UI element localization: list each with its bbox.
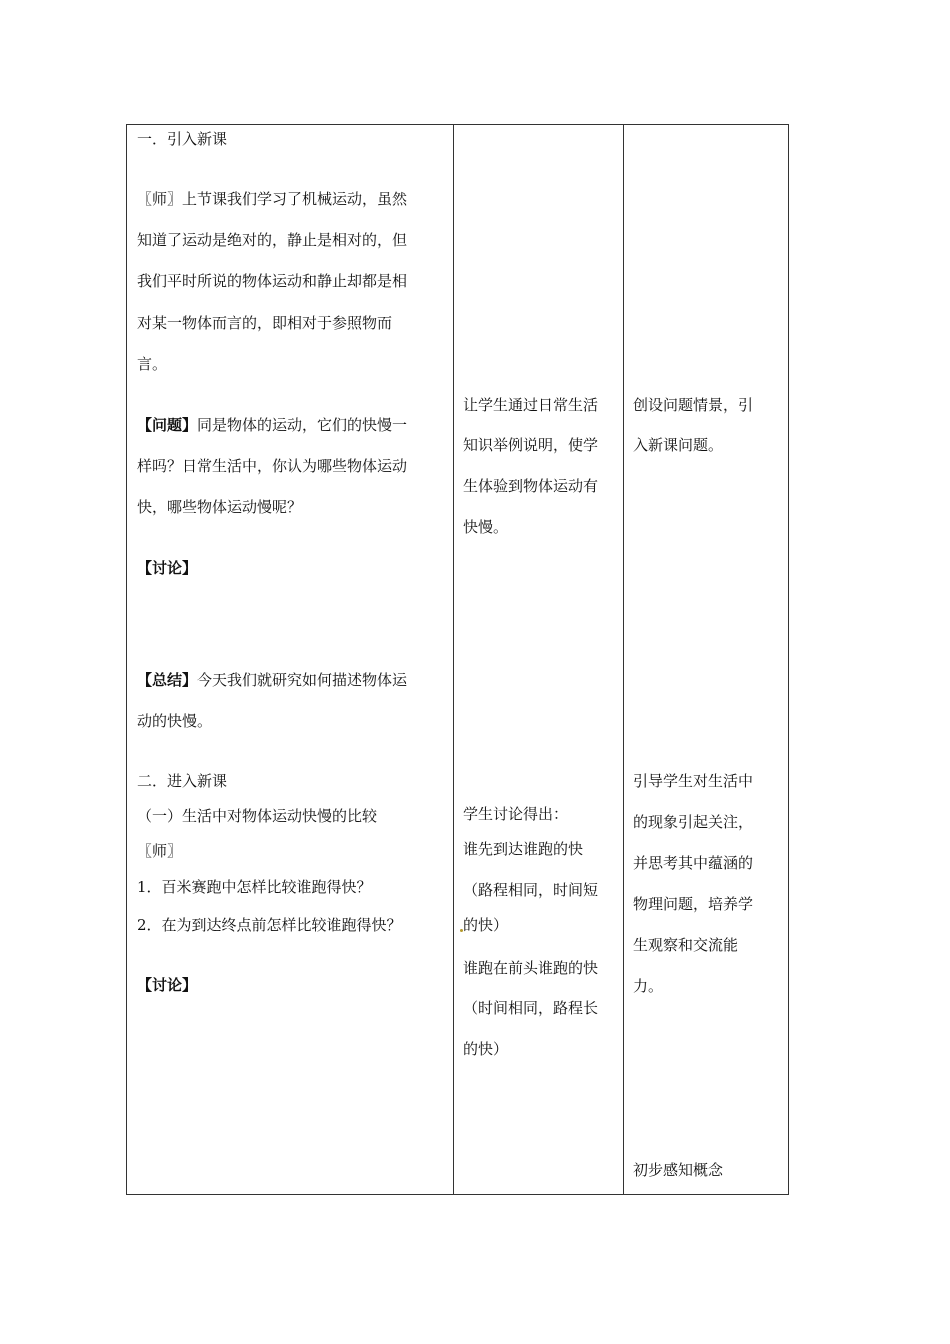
text-line: 学生讨论得出： <box>463 805 569 823</box>
section-heading-1: 一．引入新课 <box>137 130 228 148</box>
text-line: 样吗？日常生活中，你认为哪些物体运动 <box>137 457 408 475</box>
text-line: 知道了运动是绝对的，静止是相对的，但 <box>137 231 408 249</box>
text-line: 动的快慢。 <box>137 712 213 730</box>
text-line: 快慢。 <box>463 518 509 536</box>
question-1: 1．百米赛跑中怎样比较谁跑得快？ <box>137 878 372 896</box>
summary-line: 【总结】今天我们就研究如何描述物体运 <box>137 671 408 689</box>
text-line: 的快） <box>463 916 509 934</box>
text-line: 引导学生对生活中 <box>633 772 754 790</box>
text-line: 初步感知概念 <box>633 1161 724 1179</box>
text-line: 谁跑在前头谁跑的快 <box>463 959 599 977</box>
text-line: 生体验到物体运动有 <box>463 477 599 495</box>
text-line: 言。 <box>137 355 168 373</box>
text-line: 力。 <box>633 977 664 995</box>
text-line: 的现象引起关注， <box>633 813 754 831</box>
text-line: （路程相同，时间短 <box>463 881 599 899</box>
text-line: （时间相同，路程长 <box>463 999 599 1017</box>
text-line: 物理问题，培养学 <box>633 895 754 913</box>
text-line: 谁先到达谁跑的快 <box>463 840 584 858</box>
text-line: 快，哪些物体运动慢呢？ <box>137 498 303 516</box>
teacher-label: 〖师〗 <box>137 842 183 860</box>
text-line: 对某一物体而言的，即相对于参照物而 <box>137 314 393 332</box>
text-line: 的快） <box>463 1040 509 1058</box>
text-line: 入新课问题。 <box>633 436 724 454</box>
discussion-label: 【讨论】 <box>137 976 198 994</box>
teaching-content-column <box>127 125 453 1194</box>
student-activity-column <box>453 125 624 1194</box>
text-line: 创设问题情景，引 <box>633 396 754 414</box>
text-line: 并思考其中蕴涵的 <box>633 854 754 872</box>
lesson-table <box>126 124 789 1195</box>
text-line: 让学生通过日常生活 <box>463 396 599 414</box>
discussion-label: 【讨论】 <box>137 559 198 577</box>
ink-dot <box>460 929 463 932</box>
subsection-heading: （一）生活中对物体运动快慢的比较 <box>137 807 378 825</box>
question-2: 2．在为到达终点前怎样比较谁跑得快？ <box>137 916 402 934</box>
text-line: 我们平时所说的物体运动和静止却都是相 <box>137 272 408 290</box>
text-line: 生观察和交流能 <box>633 936 739 954</box>
question-line: 【问题】同是物体的运动，它们的快慢一 <box>137 416 408 434</box>
text-line: 〖师〗上节课我们学习了机械运动，虽然 <box>137 190 408 208</box>
section-heading-2: 二．进入新课 <box>137 772 228 790</box>
design-intent-column <box>623 125 788 1194</box>
text-line: 知识举例说明，使学 <box>463 436 599 454</box>
